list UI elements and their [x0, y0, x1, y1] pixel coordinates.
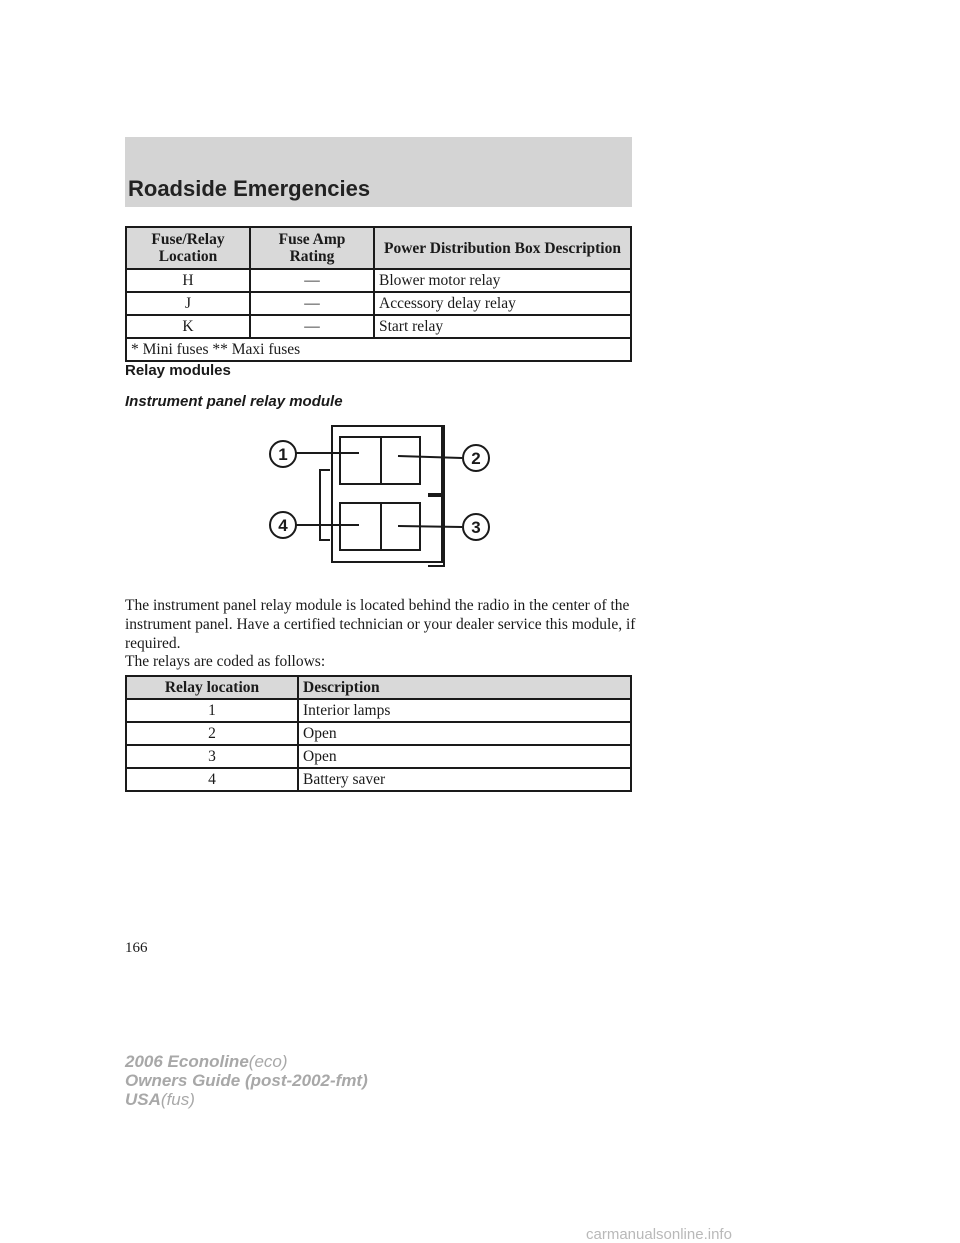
relay-description-cell: Open: [298, 745, 631, 768]
relay-location-cell: 4: [126, 768, 298, 791]
fuse-table-note: * Mini fuses ** Maxi fuses: [126, 338, 631, 361]
footer-model-code: (eco): [248, 1052, 288, 1071]
table-row: [126, 745, 631, 768]
relay-header-description: Description: [298, 676, 631, 699]
relay-location-paragraph: The instrument panel relay module is located behind the radio in the center of the instrument panel. Have a certified technician or your dealer service this module, if required.: [125, 597, 636, 652]
relay-description-cell: Interior lamps: [298, 699, 631, 722]
relay-module-housing: [332, 426, 442, 562]
relay-table-header-row: [126, 676, 631, 699]
fuse-header-rating: Fuse Amp Rating: [250, 227, 374, 269]
document-footer: [125, 1052, 368, 1109]
relay-header-location: Relay location: [126, 676, 298, 699]
relay-module-diagram: [262, 420, 502, 572]
callout-line-3: [398, 526, 462, 527]
relay-location-cell: 3: [126, 745, 298, 768]
fuse-location-cell: H: [126, 269, 250, 292]
fuse-table-header-row: [126, 227, 631, 269]
table-note-row: [126, 338, 631, 361]
section-title: Roadside Emergencies: [128, 176, 371, 201]
callout-label-3: 3: [471, 518, 481, 537]
table-row: [126, 292, 631, 315]
relay-table: [125, 675, 632, 792]
relay-modules-heading: Relay modules: [125, 362, 231, 379]
watermark: carmanualsonline.info: [586, 1226, 732, 1243]
fuse-rating-cell: —: [250, 269, 374, 292]
fuse-location-cell: J: [126, 292, 250, 315]
relay-location-cell: 1: [126, 699, 298, 722]
relay-description-cell: Open: [298, 722, 631, 745]
footer-market-code: (fus): [160, 1090, 195, 1109]
fuse-header-location: Fuse/Relay Location: [126, 227, 250, 269]
fuse-description-cell: Blower motor relay: [374, 269, 631, 292]
relay-codes-intro: The relays are coded as follows:: [125, 653, 326, 670]
fuse-table: [125, 226, 632, 362]
callout-line-2: [398, 456, 462, 458]
table-row: [126, 722, 631, 745]
table-row: [126, 315, 631, 338]
footer-market: USA: [125, 1090, 161, 1109]
callout-label-4: 4: [278, 516, 288, 535]
fuse-description-cell: Start relay: [374, 315, 631, 338]
fuse-rating-cell: —: [250, 315, 374, 338]
footer-guide: Owners Guide (post-2002-fmt): [125, 1071, 368, 1090]
table-row: [126, 699, 631, 722]
fuse-rating-cell: —: [250, 292, 374, 315]
table-row: [126, 768, 631, 791]
footer-model: 2006 Econoline: [125, 1052, 249, 1071]
fuse-location-cell: K: [126, 315, 250, 338]
table-row: [126, 269, 631, 292]
connector-bracket-left: [320, 470, 330, 540]
callout-label-2: 2: [471, 449, 481, 468]
page-number: 166: [125, 940, 148, 956]
fuse-header-description: Power Distribution Box Description: [374, 227, 631, 269]
relay-location-cell: 2: [126, 722, 298, 745]
callout-label-1: 1: [278, 445, 288, 464]
fuse-description-cell: Accessory delay relay: [374, 292, 631, 315]
instrument-panel-relay-heading: Instrument panel relay module: [125, 393, 343, 410]
relay-description-cell: Battery saver: [298, 768, 631, 791]
